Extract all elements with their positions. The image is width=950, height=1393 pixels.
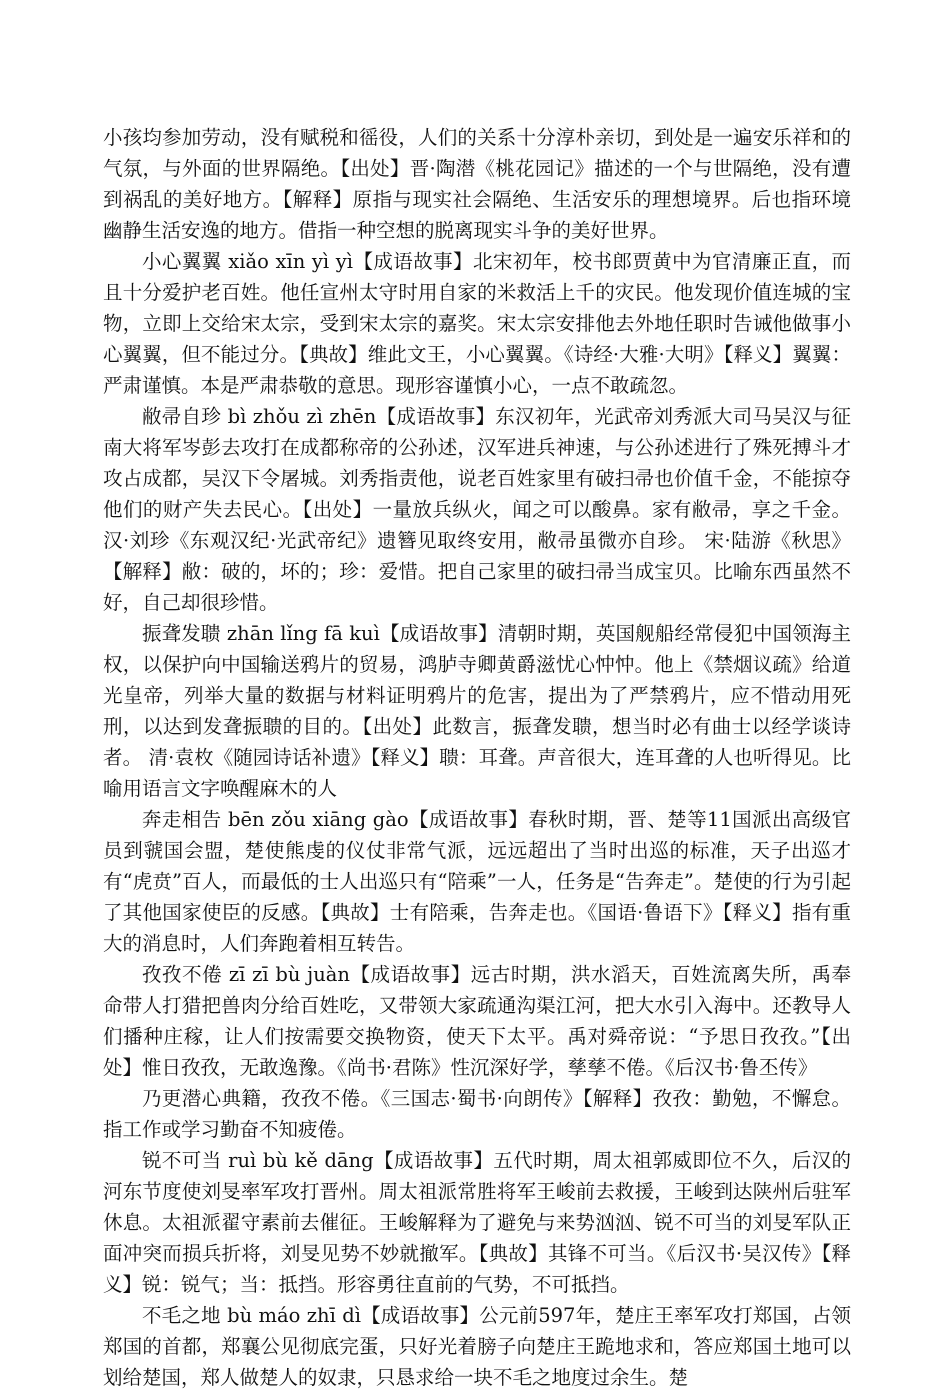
paragraph-bu-mao-zhi-di: 不毛之地 bù máo zhī dì【成语故事】公元前597年，楚庄王率军攻打郑国，占领郑国的首都，郑襄公见彻底完蛋，只好光着膀子向楚庄王跪地求和，答应郑国土地可以划给楚国，郑人做楚人的奴隶，只恳求给一块不毛之地度过余生。楚 bbox=[103, 1304, 851, 1389]
document-page bbox=[103, 122, 851, 1393]
paragraph-zi-zi-continued: 乃更潜心典籍，孜孜不倦。《三国志·蜀书·向朗传》【解释】孜孜：勤勉，不懈怠。指工作或学习勤奋不知疲倦。 bbox=[103, 1087, 851, 1141]
paragraph-ben-zou-xiang-gao: 奔走相告 bēn zǒu xiāng gào【成语故事】春秋时期，晋、楚等11国派出高级官员到虢国会盟，楚使熊虔的仪仗非常气派，远远超出了当时出巡的标准，天子出巡才有“虎贲”百人，而最低的士人出巡只有“陪乘”一人，任务是“告奔走”。楚使的行为引起了其他国家使臣的反感。【典故】士有陪乘，告奔走也。《国语·鲁语下》【释义】指有重大的消息时，人们奔跑着相互转告。 bbox=[103, 808, 851, 955]
paragraph-zhen-long-fa-kui: 振聋发聩 zhān lǐng fā kuì【成语故事】清朝时期，英国舰船经常侵犯中国领海主权，以保护向中国输送鸦片的贸易，鸿胪寺卿黄爵滋忧心忡忡。他上《禁烟议疏》给道光皇帝，列举大量的数据与材料证明鸦片的危害，提出为了严禁鸦片，应不惜动用死刑，以达到发聋振聩的目的。【出处】此数言，振聋发聩，想当时必有曲士以经学谈诗者。 清·袁枚《随园诗话补遗》【释义】聩：耳聋。声音很大，连耳聋的人也听得见。比喻用语言文字唤醒麻木的人 bbox=[103, 622, 851, 800]
paragraph-xiao-xin-yi-yi: 小心翼翼 xiǎo xīn yì yì【成语故事】北宋初年，校书郎贾黄中为官清廉正直，而且十分爱护老百姓。他任宣州太守时用自家的米救活上千的灾民。他发现价值连城的宝物，立即上交给宋太宗，受到宋太宗的嘉奖。宋太宗安排他去外地任职时告诫他做事小心翼翼，但不能过分。【典故】维此文王，小心翼翼。《诗经·大雅·大明》【释义】翼翼：严肃谨慎。本是严肃恭敬的意思。现形容谨慎小心，一点不敢疏忽。 bbox=[103, 250, 851, 397]
paragraph-zi-zi-bu-juan: 孜孜不倦 zī zī bù juàn【成语故事】远古时期，洪水滔天，百姓流离失所，禹奉命带人打猎把兽肉分给百姓吃，又带领大家疏通沟渠江河，把大水引入海中。还教导人们播种庄稼，让人们按需要交换物资，使天下太平。禹对舜帝说：“予思日孜孜。”【出处】惟日孜孜，无敢逸豫。《尚书·君陈》性沉深好学，孳孳不倦。《后汉书·鲁丕传》 bbox=[103, 963, 851, 1079]
paragraph-taohuayuan-continued: 小孩均参加劳动，没有赋税和徭役，人们的关系十分淳朴亲切，到处是一遍安乐祥和的气氛，与外面的世界隔绝。【出处】晋·陶潜《桃花园记》描述的一个与世隔绝，没有遭到祸乱的美好地方。【解释】原指与现实社会隔绝、生活安乐的理想境界。后也指环境幽静生活安逸的地方。借指一种空想的脱离现实斗争的美好世界。 bbox=[103, 126, 851, 242]
paragraph-rui-bu-ke-dang: 锐不可当 ruì bù kě dāng【成语故事】五代时期，周太祖郭威即位不久，后汉的河东节度使刘旻率军攻打晋州。周太祖派常胜将军王峻前去救援，王峻到达陕州后驻军休息。太祖派翟守素前去催征。王峻解释为了避免与来势汹汹、锐不可当的刘旻军队正面冲突而损兵折将，刘旻见势不妙就撤军。【典故】其锋不可当。《后汉书·吴汉传》【释义】锐：锐气；当：抵挡。形容勇往直前的气势，不可抵挡。 bbox=[103, 1149, 851, 1296]
paragraph-bi-zhou-zi-zhen: 敝帚自珍 bì zhǒu zì zhēn【成语故事】东汉初年，光武帝刘秀派大司马吴汉与征南大将军岑彭去攻打在成都称帝的公孙述，汉军进兵神速，与公孙述进行了殊死搏斗才攻占成都，吴汉下令屠城。刘秀指责他，说老百姓家里有破扫帚也价值千金，不能掠夺他们的财产失去民心。【出处】一量放兵纵火，闻之可以酸鼻。家有敝帚，享之千金。 汉·刘珍《东观汉纪·光武帝纪》遗簪见取终安用，敝帚虽微亦自珍。 宋·陆游《秋思》【解释】敝：破的，坏的；珍：爱惜。把自己家里的破扫帚当成宝贝。比喻东西虽然不好，自己却很珍惜。 bbox=[103, 405, 851, 614]
